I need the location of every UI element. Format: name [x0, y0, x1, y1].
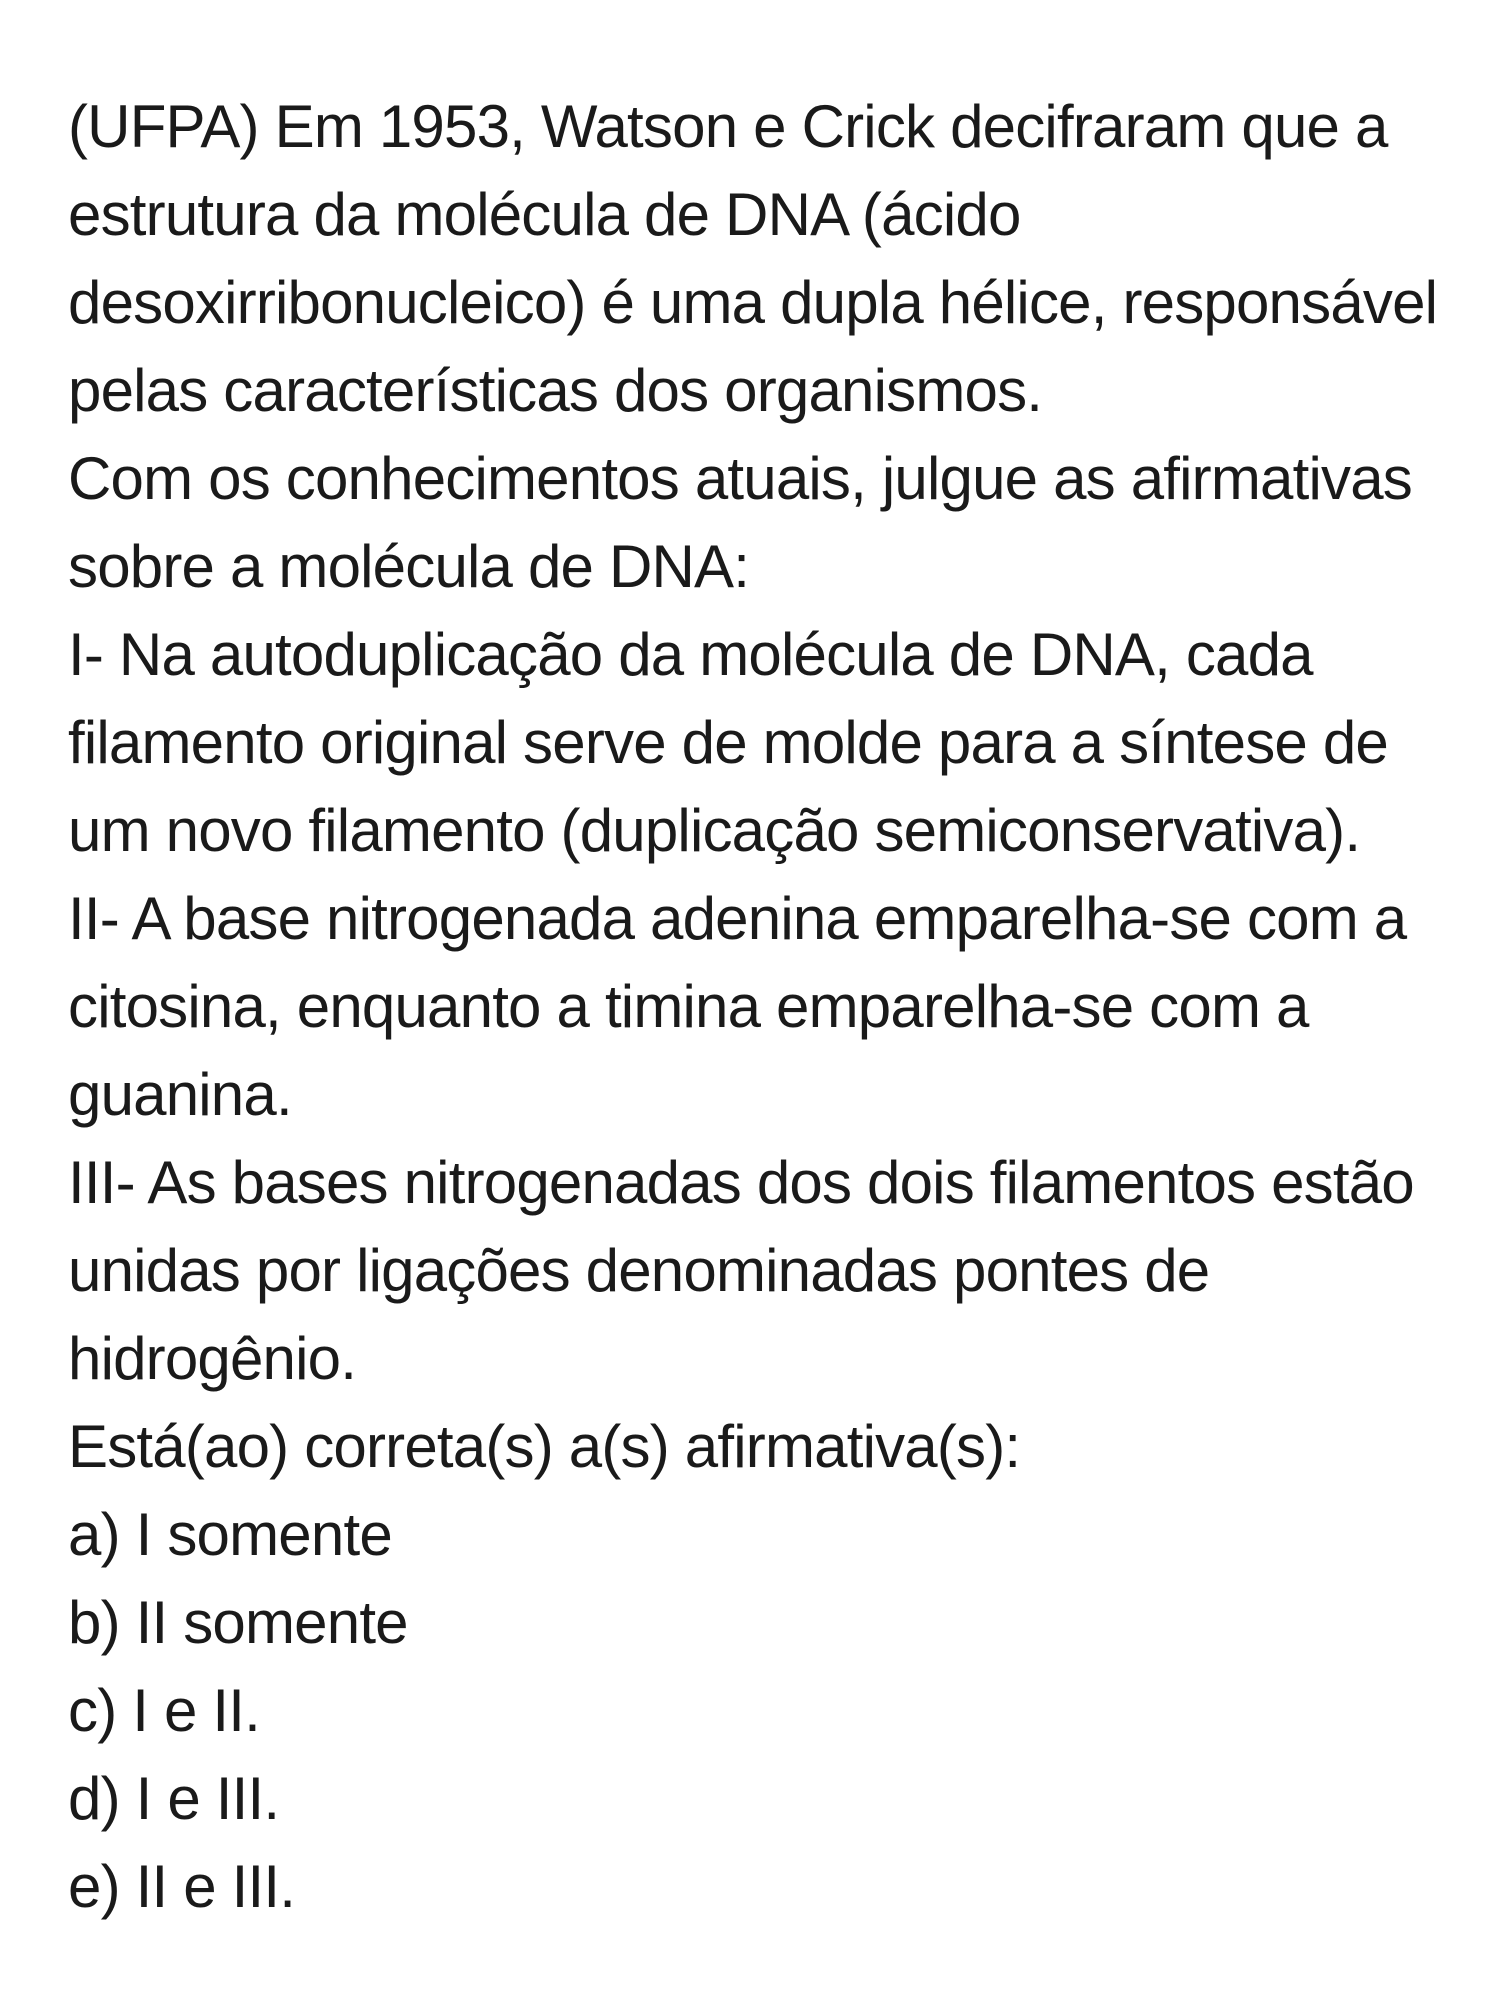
- question-line: sobre a molécula de DNA:: [68, 533, 750, 600]
- statement-ii-line: guanina.: [68, 1061, 292, 1128]
- statement-iii-line: hidrogênio.: [68, 1325, 357, 1392]
- question-line: (UFPA) Em 1953, Watson e Crick decifraram que a: [68, 93, 1388, 160]
- statement-i-line: um novo filamento (duplicação semiconservativa).: [68, 797, 1361, 864]
- statement-ii-line: II- A base nitrogenada adenina emparelha-se com a: [68, 885, 1407, 952]
- option-d: d) I e III.: [68, 1765, 280, 1832]
- statement-iii-line: III- As bases nitrogenadas dos dois filamentos estão: [68, 1149, 1414, 1216]
- option-a: a) I somente: [68, 1501, 392, 1568]
- option-b: b) II somente: [68, 1589, 408, 1656]
- question-line: pelas características dos organismos.: [68, 357, 1043, 424]
- question-line: Com os conhecimentos atuais, julgue as afirmativas: [68, 445, 1412, 512]
- question-line: desoxirribonucleico) é uma dupla hélice, responsável: [68, 269, 1438, 336]
- statement-i-line: I- Na autoduplicação da molécula de DNA, cada: [68, 621, 1313, 688]
- option-c: c) I e II.: [68, 1677, 261, 1744]
- statement-iii-line: unidas por ligações denominadas pontes de: [68, 1237, 1210, 1304]
- option-e: e) II e III.: [68, 1853, 296, 1920]
- statement-ii-line: citosina, enquanto a timina emparelha-se com a: [68, 973, 1309, 1040]
- question-prompt-line: Está(ao) correta(s) a(s) afirmativa(s):: [68, 1413, 1021, 1480]
- question-line: estrutura da molécula de DNA (ácido: [68, 181, 1021, 248]
- statement-i-line: filamento original serve de molde para a síntese de: [68, 709, 1388, 776]
